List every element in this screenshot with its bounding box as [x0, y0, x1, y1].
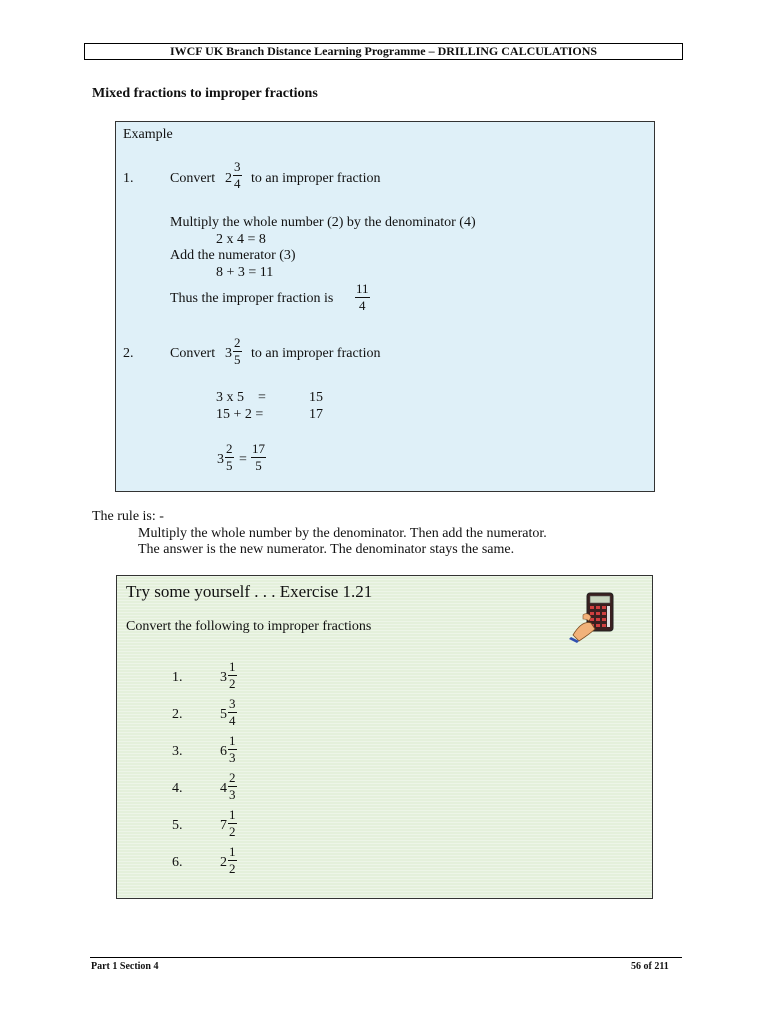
fraction-denominator: 2	[229, 676, 236, 691]
example-1-number: 1.	[123, 171, 134, 186]
example-2-whole: 3	[225, 346, 232, 361]
section-title: Mixed fractions to improper fractions	[92, 86, 318, 101]
example-1-suffix: to an improper fraction	[251, 171, 381, 186]
fraction-numerator: 1	[229, 844, 236, 859]
exercise-item-number: 2.	[172, 707, 183, 722]
example-2-row2-left: 15 + 2 =	[216, 407, 264, 422]
rule-intro: The rule is: -	[92, 509, 164, 524]
fraction-denominator: 4	[234, 176, 241, 191]
exercise-box	[116, 575, 653, 899]
fraction-numerator: 1	[229, 807, 236, 822]
example-1-convert: Convert	[170, 171, 216, 186]
calculator-hand-icon	[569, 591, 619, 643]
exercise-item-whole: 3	[220, 670, 227, 685]
page-header: IWCF UK Branch Distance Learning Programme – DRILLING CALCULATIONS	[84, 43, 683, 60]
example-2-eq-sign: =	[239, 452, 247, 467]
example-2-row2-right: 17	[309, 407, 323, 422]
example-box	[115, 121, 655, 492]
fraction-numerator: 2	[229, 770, 236, 785]
exercise-item-whole: 7	[220, 818, 227, 833]
fraction-numerator: 3	[234, 159, 241, 174]
example-2-convert: Convert	[170, 346, 216, 361]
exercise-item-whole: 5	[220, 707, 227, 722]
example-2-eq-result-fraction	[251, 442, 266, 473]
rule-line-2: The answer is the new numerator. The denominator stays the same.	[138, 542, 515, 557]
fraction-numerator: 1	[229, 659, 236, 674]
fraction-denominator: 5	[226, 458, 233, 473]
exercise-item-fraction	[228, 660, 237, 691]
fraction-numerator: 2	[226, 441, 233, 456]
fraction-numerator: 11	[356, 281, 369, 296]
footer-page-number: 56 of 211	[631, 961, 669, 972]
example-label: Example	[123, 127, 173, 142]
example-2-eq-whole: 3	[217, 452, 224, 467]
fraction-denominator: 3	[229, 787, 236, 802]
exercise-item-number: 5.	[172, 818, 183, 833]
exercise-title: Try some yourself . . . Exercise 1.21	[126, 582, 373, 601]
exercise-item-fraction	[228, 845, 237, 876]
fraction-denominator: 4	[359, 298, 366, 313]
example-2-eq-fraction	[225, 442, 234, 473]
example-1-fraction	[233, 160, 242, 191]
exercise-item-number: 4.	[172, 781, 183, 796]
exercise-item-fraction	[228, 771, 237, 802]
fraction-numerator: 1	[229, 733, 236, 748]
fraction-numerator: 2	[234, 335, 241, 350]
exercise-item-number: 1.	[172, 670, 183, 685]
example-1-step2: Add the numerator (3)	[170, 248, 296, 263]
rule-line-1: Multiply the whole number by the denominator. Then add the numerator.	[138, 526, 547, 541]
exercise-item-fraction	[228, 734, 237, 765]
fraction-numerator: 3	[229, 696, 236, 711]
fraction-numerator: 17	[252, 441, 265, 456]
example-2-number: 2.	[123, 346, 134, 361]
example-1-step1: Multiply the whole number (2) by the denominator (4)	[170, 215, 476, 230]
example-1-calc1: 2 x 4 = 8	[216, 232, 266, 247]
exercise-item-fraction	[228, 808, 237, 839]
example-2-row1-left: 3 x 5 =	[216, 390, 266, 405]
footer-divider	[90, 957, 682, 958]
example-1-whole: 2	[225, 171, 232, 186]
fraction-denominator: 4	[229, 713, 236, 728]
fraction-denominator: 2	[229, 824, 236, 839]
exercise-item-whole: 4	[220, 781, 227, 796]
exercise-item-fraction	[228, 697, 237, 728]
exercise-item-number: 6.	[172, 855, 183, 870]
exercise-item-number: 3.	[172, 744, 183, 759]
example-1-calc2: 8 + 3 = 11	[216, 265, 274, 280]
exercise-instruction: Convert the following to improper fractions	[126, 619, 372, 634]
example-2-fraction	[233, 336, 242, 367]
fraction-denominator: 2	[229, 861, 236, 876]
fraction-denominator: 3	[229, 750, 236, 765]
footer-section: Part 1 Section 4	[91, 961, 159, 972]
fraction-denominator: 5	[234, 352, 241, 367]
exercise-item-whole: 2	[220, 855, 227, 870]
example-2-suffix: to an improper fraction	[251, 346, 381, 361]
example-1-result-fraction	[355, 282, 370, 313]
example-1-thus: Thus the improper fraction is	[170, 291, 334, 306]
example-2-row1-right: 15	[309, 390, 323, 405]
exercise-item-whole: 6	[220, 744, 227, 759]
fraction-denominator: 5	[255, 458, 262, 473]
